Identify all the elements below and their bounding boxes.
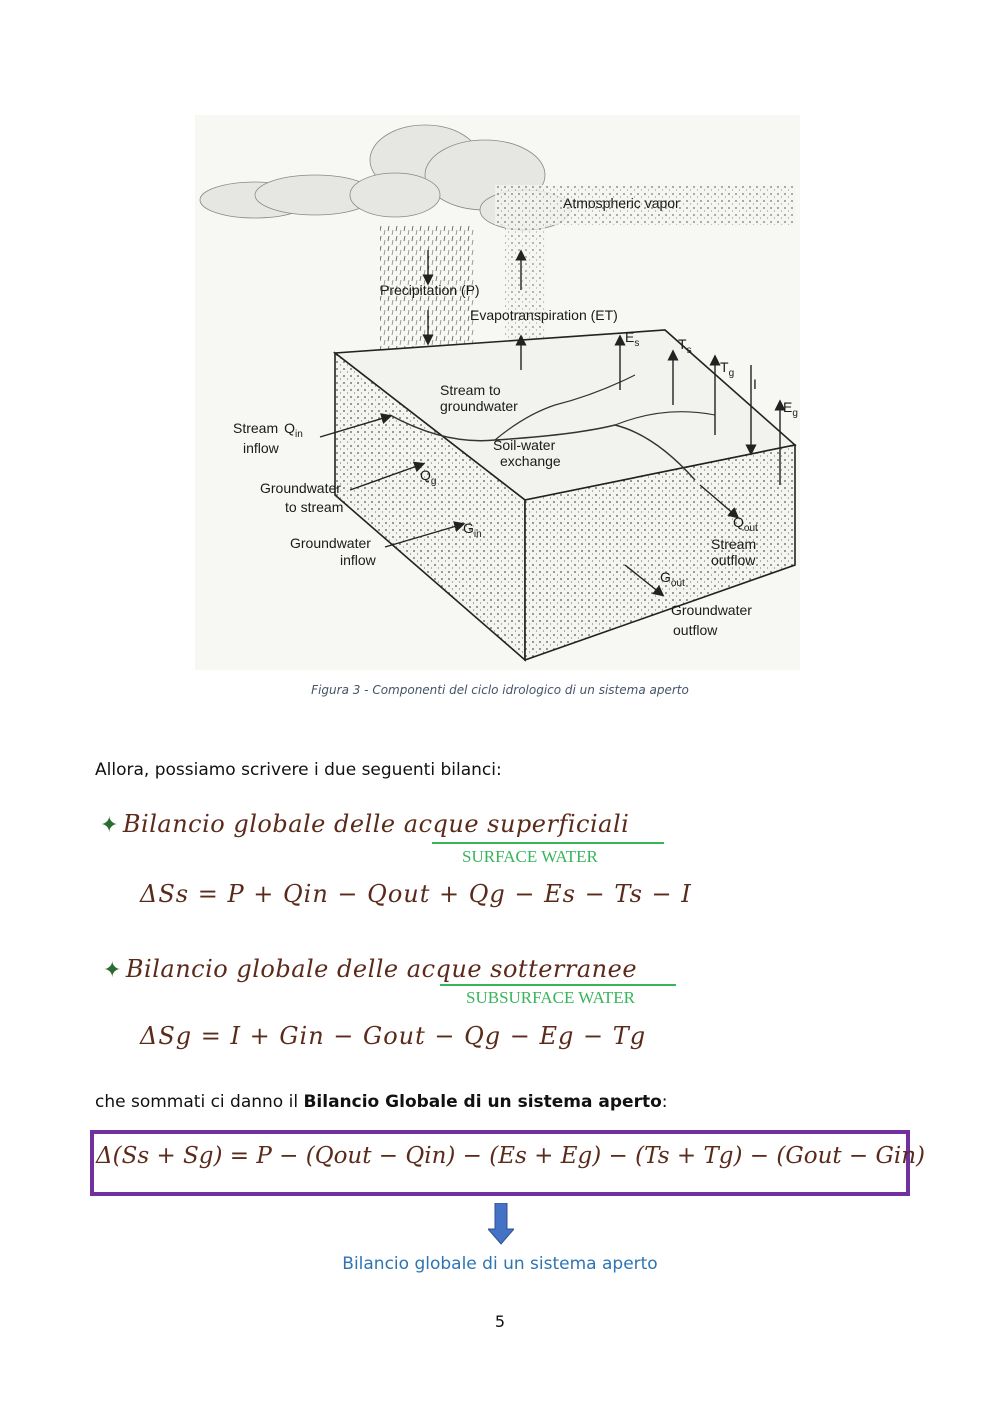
label-gw-outflow-1: Groundwater [671, 602, 752, 618]
balance-heading: Bilancio globale delle acque sotterranee [125, 955, 638, 983]
balance-label: SURFACE WATER [462, 847, 598, 866]
down-arrow-icon [488, 1203, 514, 1245]
label-stream-to-groundwater-1: Stream to [440, 382, 501, 398]
label-soil-water-1: Soil-water [493, 437, 556, 453]
sum-text-after: : [661, 1092, 668, 1112]
balance-surface [100, 810, 680, 838]
label-stream-outflow-1: Stream [711, 536, 757, 552]
balance-label: SUBSURFACE WATER [466, 988, 635, 1007]
balance-equation: ΔSg = I + Gin − Gout − Qg − Eg − Tg [140, 1022, 647, 1050]
label-stream-outflow-2: outflow [711, 552, 756, 568]
sum-text-before: che sommati ci danno il [95, 1092, 304, 1112]
balance-heading: Bilancio globale delle acque superficiali [122, 810, 630, 838]
evap-column [505, 225, 545, 355]
underline [432, 840, 664, 844]
intro-text: Allora, possiamo scrivere i due seguenti bilanci: [95, 760, 502, 780]
label-i: I [753, 376, 757, 392]
sum-text [95, 1092, 668, 1112]
label-precipitation: Precipitation (P) [380, 282, 480, 298]
label-gw-inflow-2: inflow [340, 552, 376, 568]
label-ts: $T_s$ [678, 336, 692, 356]
page-number: 5 [494, 1312, 506, 1331]
balance-equation: ΔSs = P + Qin − Qout + Qg − Es − Ts − I [140, 880, 692, 908]
star-bullet-icon: ✦ [100, 812, 119, 837]
label-qg: $Q_g$ [420, 467, 437, 487]
label-gw-inflow-1: Groundwater [290, 535, 371, 551]
label-atmospheric-vapor: Atmospheric vapor [563, 195, 680, 211]
label-eg: $E_g$ [783, 399, 798, 419]
label-stream-inflow-1: Stream $Q_{in}$ [233, 420, 303, 440]
underline [440, 984, 676, 986]
bottom-label: Bilancio globale di un sistema aperto [342, 1254, 658, 1274]
label-stream-inflow-2: inflow [243, 440, 279, 456]
label-qout: $Q_{out}$ [733, 514, 758, 534]
global-equation: Δ(Ss + Sg) = P − (Qout − Qin) − (Es + Eg) − (Ts + Tg) − (Gout − Gin) [96, 1143, 926, 1169]
figure-caption: Figura 3 - Componenti del ciclo idrologico di un sistema aperto [311, 683, 689, 697]
label-soil-water-2: exchange [500, 453, 561, 469]
balance-subsurface [103, 955, 693, 983]
label-tg: $T_g$ [720, 359, 735, 379]
star-bullet-icon: ✦ [103, 957, 122, 982]
sum-text-bold: Bilancio Globale di un sistema aperto [303, 1092, 662, 1112]
label-es: $E_s$ [625, 329, 640, 349]
label-gw-outflow-2: outflow [673, 622, 718, 638]
label-gw-to-stream-2: to stream [285, 499, 344, 515]
label-gout: $G_{out}$ [660, 569, 685, 589]
label-evapotranspiration: Evapotranspiration (ET) [470, 307, 618, 323]
label-stream-to-groundwater-2: groundwater [440, 398, 518, 414]
hydrologic-cycle-figure [195, 115, 800, 670]
label-gin: $G_{in}$ [463, 520, 482, 540]
label-gw-to-stream-1: Groundwater [260, 480, 341, 496]
